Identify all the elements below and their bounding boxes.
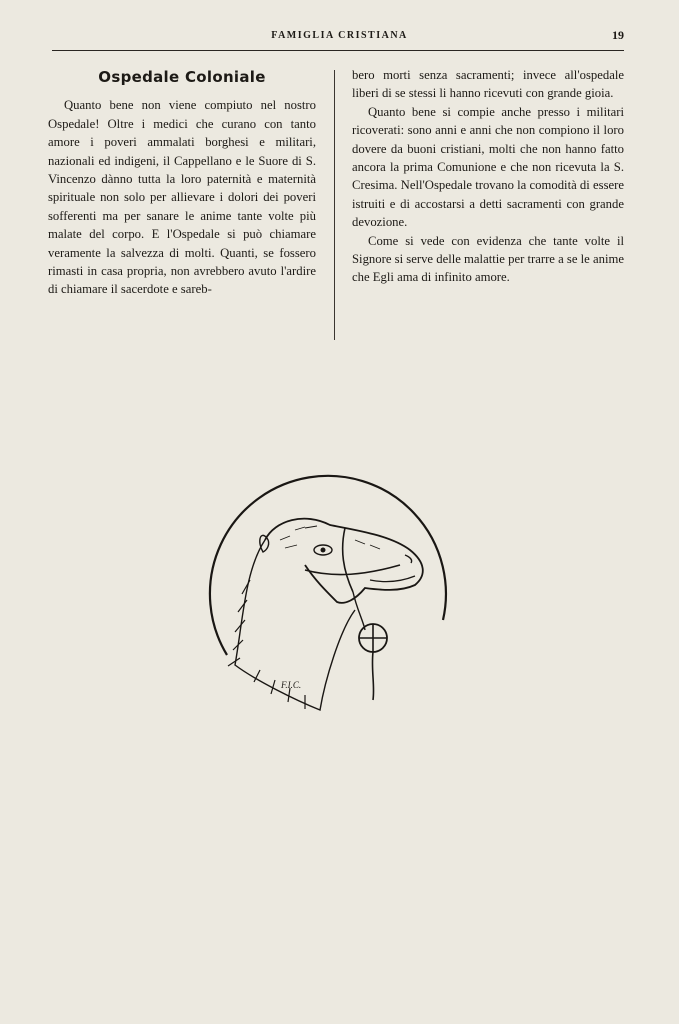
right-paragraph-1: bero morti senza sacramenti; invece all'ospedale liberi di se stessi li hanno ricevuti con grande gioia. — [352, 68, 624, 101]
camel-illustration — [205, 470, 465, 730]
article-title: Ospedale Coloniale — [98, 68, 266, 86]
right-paragraph-2: Quanto bene si compie anche presso i militari ricoverati: sono anni e anni che non compiono il loro dovere da buoni cristiani, molti che non hanno fatto ancora la prima Comunione e che non ricevuta la S. Cresima. Nell'Ospedale trovano la comodità di essere istruiti e di accostarsi a detti sacramenti con grande devozione. — [352, 104, 624, 230]
left-paragraph-1: Quanto bene non viene compiuto nel nostro Ospedale! Oltre i medici che curano con tanto amore i poveri ammalati borghesi e militari, nazionali ed indigeni, il Cappellano e le Suore di S. Vincenzo dànno tutta la loro paternità e maternità spirituale non solo per allievare i dolori dei poveri sofferenti ma per sanare le anime tante volte più malate del corpo. E l'Ospedale si può chiamare veramente la salvezza di molti. Quanti, se fossero rimasti in casa propria, non avrebbero avuto l'ardire di chiamare il sacerdote e sareb- — [48, 98, 316, 297]
camel-drawing-icon — [205, 470, 465, 730]
right-column — [352, 66, 624, 287]
page-number: 19 — [612, 28, 624, 42]
left-column — [48, 68, 316, 299]
illustration-signature: F.I.C. — [281, 680, 302, 690]
running-title: FAMIGLIA CRISTIANA — [271, 30, 408, 41]
right-paragraph-3: Come si vede con evidenza che tante volte il Signore si serve delle malattie per trarre a se le anime che Egli ama di infinito amore. — [352, 233, 624, 285]
header-rule — [52, 50, 624, 51]
column-divider — [334, 70, 335, 340]
